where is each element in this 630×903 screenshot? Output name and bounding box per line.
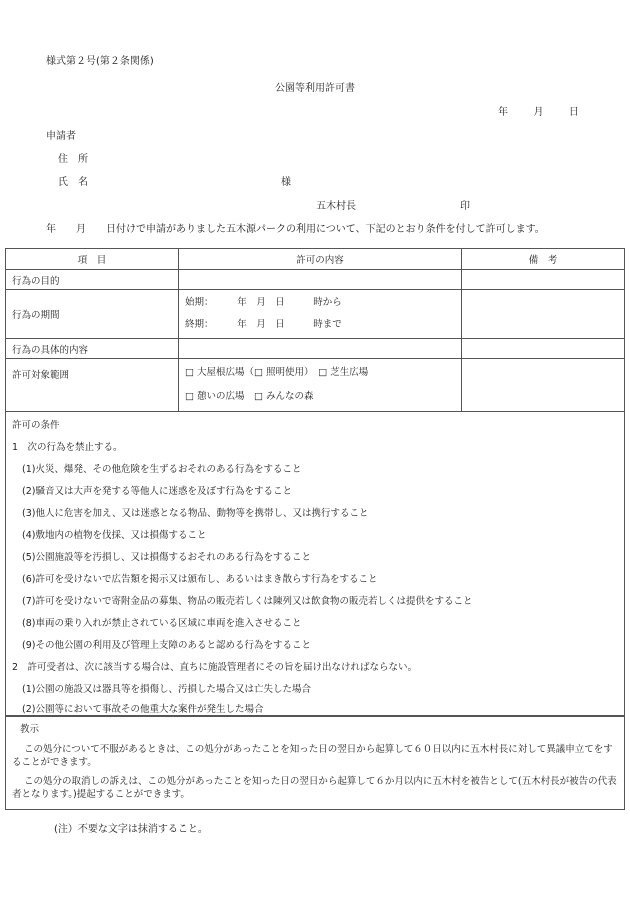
- period-remarks[interactable]: [462, 290, 625, 339]
- list-item: (7)許可を受けないで寄附金品の募集、物品の販売若しくは陳列又は飲食物の販売若しくは提供をすること: [22, 596, 473, 607]
- header-remarks: 備 考: [462, 249, 625, 270]
- table-row: [6, 339, 625, 359]
- scope-remarks[interactable]: [462, 359, 625, 412]
- date-day: 日: [568, 107, 579, 118]
- scope-options-2: □ 憩いの広場 □ みんなの森: [185, 391, 314, 402]
- notice-label: 教示: [20, 724, 40, 735]
- header-content: 許可の内容: [179, 249, 462, 270]
- document-title: 公園等利用許可書: [275, 83, 355, 94]
- list-item: (1)公園の施設又は器具等を損傷し、汚損した場合又は亡失した場合: [22, 684, 311, 695]
- permit-table: [5, 248, 625, 412]
- list-item: (8)車両の乗り入れが禁止されている区域に車両を進入させること: [22, 618, 302, 629]
- list-item: (3)他人に危害を加え、又は迷惑となる物品、動物等を携帯し、又は携行すること: [22, 508, 369, 519]
- table-row: [6, 359, 625, 412]
- period-value[interactable]: [179, 290, 462, 339]
- purpose-label: 行為の目的: [6, 270, 179, 290]
- date-year: 年: [498, 107, 508, 118]
- specific-value[interactable]: [179, 339, 462, 359]
- purpose-remarks[interactable]: [462, 270, 625, 290]
- table-header-row: [6, 249, 625, 270]
- purpose-value[interactable]: [179, 270, 462, 290]
- notice-paragraph-1: この処分について不服があるときは、この処分があったことを知った日の翌日から起算して６０日以内に五木村長に対して異議申立てをすることができます。: [12, 744, 613, 768]
- seal-mark: 印: [460, 201, 470, 212]
- scope-options-1: □ 大屋根広場（□ 照明使用） □ 芝生広場: [185, 367, 369, 378]
- honorific: 様: [281, 177, 291, 188]
- conditions-section: [5, 411, 625, 716]
- intro-text: 年 月 日付けで申請がありました五木源パークの利用について、下記のとおり条件を付して許可します。: [46, 224, 545, 235]
- scope-value[interactable]: [179, 359, 462, 412]
- list-item: (9)その他公園の利用及び管理上支障のあると認める行為をすること: [22, 640, 311, 651]
- specific-label: 行為の具体的内容: [6, 339, 179, 359]
- form-number: 様式第２号(第２条関係): [46, 56, 154, 67]
- name-label: 氏 名: [58, 177, 88, 188]
- period-end: 終期： 年 月 日 時まで: [185, 319, 342, 330]
- footnote: (注）不要な文字は抹消すること。: [54, 824, 208, 835]
- issue-date: [498, 103, 579, 118]
- list-item: (2)騒音又は大声を発する等他人に迷惑を及ぼす行為をすること: [22, 486, 292, 497]
- date-month: 月: [533, 107, 544, 118]
- list-item: (4)敷地内の植物を伐採、又は損傷すること: [22, 530, 207, 541]
- period-start: 始期： 年 月 日 時から: [185, 297, 342, 308]
- list-item: (6)許可を受けないで広告類を掲示又は頒布し、あるいはまき散らす行為をすること: [22, 574, 378, 585]
- period-label: 行為の期間: [6, 290, 179, 339]
- header-item: 項 目: [6, 249, 179, 270]
- list-item: (5)公園施設等を汚損し、又は損傷するおそれのある行為をすること: [22, 552, 311, 563]
- list-item: (1)火災、爆発、その他危険を生ずるおそれのある行為をすること: [22, 464, 302, 475]
- scope-label: 許可対象範囲: [6, 359, 179, 412]
- condition-item-1: 1 次の行為を禁止する。: [12, 442, 123, 453]
- notice-section: [5, 716, 625, 810]
- address-label: 住 所: [58, 154, 88, 165]
- condition-item-2: 2 許可受者は、次に該当する場合は、直ちに施設管理者にその旨を届け出なければならない。: [12, 662, 418, 673]
- mayor-label: 五木村長: [316, 201, 356, 212]
- applicant-label: 申請者: [46, 131, 76, 142]
- table-row: [6, 290, 625, 339]
- table-row: [6, 270, 625, 290]
- conditions-label: 許可の条件: [12, 420, 60, 431]
- notice-paragraph-2: この処分の取消しの訴えは、この処分があったことを知った日の翌日から起算して６か月以内に五木村を被告として(五木村長が被告の代表者となります。)提起することができます。: [12, 776, 617, 800]
- list-item: (2)公園等において事故その他重大な案件が発生した場合: [22, 704, 264, 715]
- specific-remarks[interactable]: [462, 339, 625, 359]
